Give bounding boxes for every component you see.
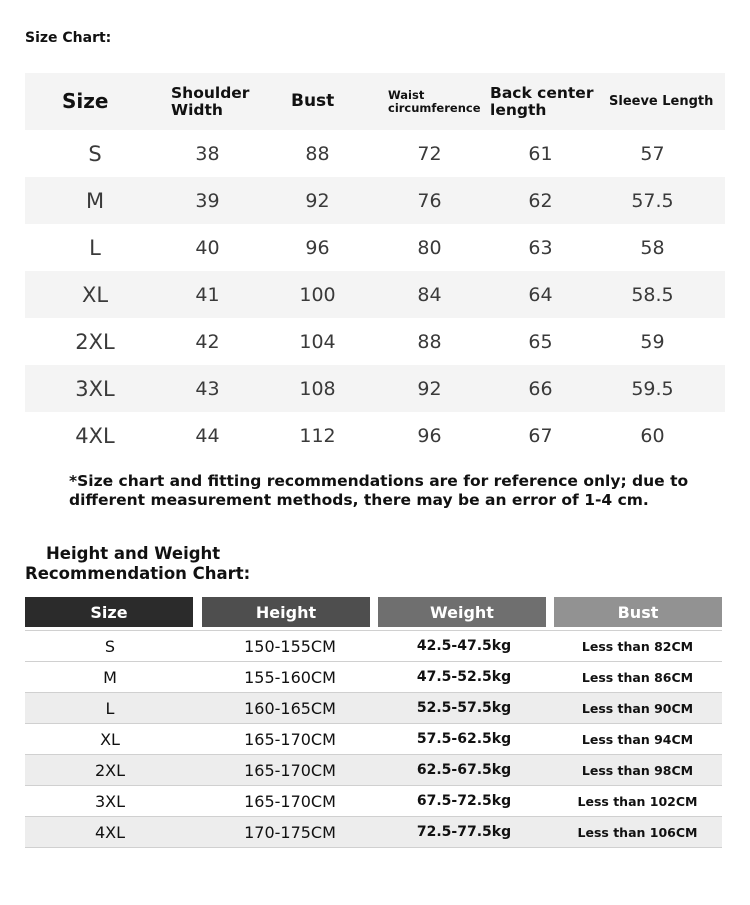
recommendation-table bbox=[25, 630, 722, 848]
cell-back-length: 64 bbox=[528, 283, 553, 306]
header-size: Size bbox=[62, 89, 109, 113]
cell-shoulder: 42 bbox=[195, 330, 220, 353]
size-row bbox=[25, 271, 725, 318]
size-chart-note: *Size chart and fitting recommendations are for reference only; due to different measurement methods, there may be an error of 1-4 cm. bbox=[69, 472, 689, 509]
cell-waist: 72 bbox=[417, 142, 442, 165]
cell-waist: 84 bbox=[417, 283, 442, 306]
cell-size: L bbox=[89, 235, 101, 260]
header-back-line1: Back center bbox=[490, 84, 594, 103]
rec-row bbox=[25, 662, 722, 693]
rec-header-weight: Weight bbox=[378, 597, 546, 627]
cell-bust: 104 bbox=[299, 330, 336, 353]
rec-cell-bust: Less than 102CM bbox=[577, 793, 698, 809]
rec-cell-height: 170-175CM bbox=[244, 822, 336, 842]
cell-shoulder: 40 bbox=[195, 236, 220, 259]
cell-sleeve: 59 bbox=[640, 330, 665, 353]
rec-cell-bust: Less than 82CM bbox=[581, 638, 694, 654]
cell-bust: 100 bbox=[299, 283, 336, 306]
cell-waist: 80 bbox=[417, 236, 442, 259]
rec-cell-weight: 72.5-77.5kg bbox=[416, 824, 512, 840]
header-shoulder-line1: Shoulder bbox=[171, 84, 250, 103]
rec-cell-size: 3XL bbox=[94, 791, 126, 811]
cell-waist: 92 bbox=[417, 377, 442, 400]
cell-shoulder: 38 bbox=[195, 142, 220, 165]
header-sleeve-length: Sleeve Length bbox=[609, 93, 714, 109]
cell-sleeve: 57.5 bbox=[631, 189, 674, 212]
cell-shoulder: 41 bbox=[195, 283, 220, 306]
size-row bbox=[25, 130, 725, 177]
recommendation-title-line2: Recommendation Chart: bbox=[25, 564, 251, 583]
cell-waist: 76 bbox=[417, 189, 442, 212]
rec-cell-weight: 67.5-72.5kg bbox=[416, 793, 512, 809]
rec-cell-size: M bbox=[103, 667, 117, 687]
rec-cell-weight: 62.5-67.5kg bbox=[416, 762, 512, 778]
cell-bust: 108 bbox=[299, 377, 336, 400]
rec-row bbox=[25, 693, 722, 724]
rec-cell-bust: Less than 98CM bbox=[581, 762, 694, 778]
header-waist-line2: circumference bbox=[388, 100, 481, 115]
recommendation-title-line1: Height and Weight bbox=[46, 544, 221, 563]
cell-size: 2XL bbox=[75, 329, 115, 354]
rec-cell-height: 165-170CM bbox=[244, 729, 336, 749]
cell-sleeve: 58 bbox=[640, 236, 665, 259]
cell-back-length: 63 bbox=[528, 236, 553, 259]
rec-row bbox=[25, 630, 722, 662]
header-waist-line1: Waist bbox=[388, 88, 425, 103]
rec-cell-weight: 57.5-62.5kg bbox=[416, 731, 512, 747]
cell-back-length: 61 bbox=[528, 142, 553, 165]
cell-size: XL bbox=[81, 282, 109, 307]
rec-header-height: Height bbox=[202, 597, 370, 627]
header-back-line2: length bbox=[490, 100, 547, 119]
header-back-center-length bbox=[490, 73, 593, 130]
size-row bbox=[25, 177, 725, 224]
cell-waist: 96 bbox=[417, 424, 442, 447]
size-row bbox=[25, 412, 725, 459]
rec-cell-height: 155-160CM bbox=[244, 667, 336, 687]
size-row bbox=[25, 224, 725, 271]
rec-header-size: Size bbox=[25, 597, 193, 627]
size-row bbox=[25, 318, 725, 365]
rec-cell-size: L bbox=[105, 698, 115, 718]
rec-cell-bust: Less than 90CM bbox=[581, 700, 694, 716]
rec-header-bust: Bust bbox=[554, 597, 722, 627]
cell-bust: 96 bbox=[305, 236, 330, 259]
rec-cell-height: 150-155CM bbox=[244, 636, 336, 656]
rec-cell-weight: 42.5-47.5kg bbox=[416, 638, 512, 654]
cell-bust: 92 bbox=[305, 189, 330, 212]
rec-cell-size: 2XL bbox=[94, 760, 126, 780]
rec-cell-height: 160-165CM bbox=[244, 698, 336, 718]
size-chart-title: Size Chart: bbox=[25, 30, 112, 46]
cell-sleeve: 58.5 bbox=[631, 283, 674, 306]
rec-cell-bust: Less than 106CM bbox=[577, 824, 698, 840]
cell-size: S bbox=[88, 141, 102, 166]
rec-cell-bust: Less than 94CM bbox=[581, 731, 694, 747]
header-waist bbox=[388, 73, 481, 130]
cell-back-length: 66 bbox=[528, 377, 553, 400]
rec-cell-height: 165-170CM bbox=[244, 760, 336, 780]
cell-size: 3XL bbox=[75, 376, 115, 401]
size-chart-header bbox=[25, 73, 725, 130]
rec-row bbox=[25, 817, 722, 848]
cell-bust: 112 bbox=[299, 424, 336, 447]
header-shoulder-width bbox=[171, 73, 249, 130]
rec-cell-weight: 47.5-52.5kg bbox=[416, 669, 512, 685]
size-row bbox=[25, 365, 725, 412]
cell-back-length: 62 bbox=[528, 189, 553, 212]
cell-bust: 88 bbox=[305, 142, 330, 165]
cell-back-length: 65 bbox=[528, 330, 553, 353]
rec-row bbox=[25, 724, 722, 755]
cell-shoulder: 44 bbox=[195, 424, 220, 447]
cell-size: M bbox=[85, 188, 105, 213]
rec-cell-size: 4XL bbox=[94, 822, 126, 842]
rec-row bbox=[25, 786, 722, 817]
rec-cell-size: S bbox=[104, 636, 116, 656]
cell-sleeve: 59.5 bbox=[631, 377, 674, 400]
cell-shoulder: 39 bbox=[195, 189, 220, 212]
cell-size: 4XL bbox=[75, 423, 115, 448]
size-chart-table bbox=[25, 73, 725, 459]
cell-sleeve: 57 bbox=[640, 142, 665, 165]
rec-cell-bust: Less than 86CM bbox=[581, 669, 694, 685]
recommendation-chart-title bbox=[25, 544, 250, 584]
header-bust: Bust bbox=[291, 90, 335, 111]
rec-cell-size: XL bbox=[100, 729, 120, 749]
cell-sleeve: 60 bbox=[640, 424, 665, 447]
rec-cell-weight: 52.5-57.5kg bbox=[416, 700, 512, 716]
cell-waist: 88 bbox=[417, 330, 442, 353]
cell-back-length: 67 bbox=[528, 424, 553, 447]
cell-shoulder: 43 bbox=[195, 377, 220, 400]
header-shoulder-line2: Width bbox=[171, 100, 223, 119]
rec-row bbox=[25, 755, 722, 786]
rec-cell-height: 165-170CM bbox=[244, 791, 336, 811]
